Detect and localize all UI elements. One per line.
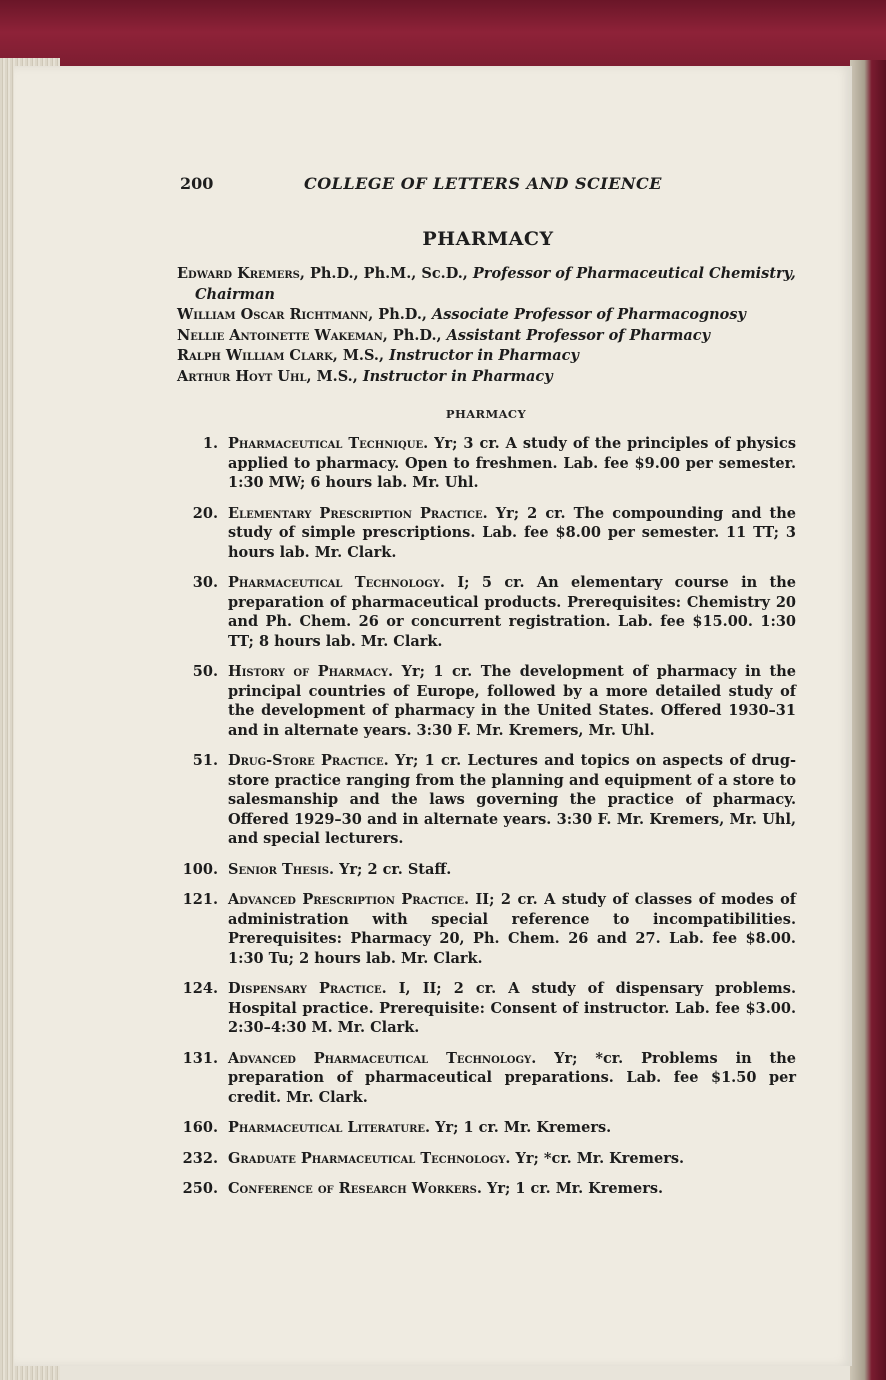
running-head (180, 174, 668, 196)
course-name: Elementary Prescription Practice. (228, 504, 488, 522)
course-entry (172, 1149, 796, 1169)
course-name: History of Pharmacy. (228, 663, 394, 680)
course-description: Yr; *cr. Mr. Kremers. (510, 1149, 685, 1167)
course-entry (172, 751, 796, 849)
course-list (172, 434, 796, 1210)
faculty-list (177, 264, 797, 387)
faculty-title: Instructor in Pharmacy (362, 367, 553, 385)
course-number: 20. (192, 504, 218, 522)
course-description: Yr; 1 cr. Lectures and topics on aspects of drug-store practice ranging from the planning and equipment of a store to salesmanship and the laws governing the practice of pharmacy. Offered 1929–30 and in alternate years. 3:30 F. Mr. Kremers, Mr. Uhl, and special lecturers. (228, 752, 796, 847)
course-name: Dispensary Practice. (228, 980, 387, 997)
course-description: II; 2 cr. A study of classes of modes of administration with special reference to incompatibilities. Prerequisites: Pharmacy 20, Ph. Chem. 26 and 27. Lab. fee $8.00. 1:30 Tu; 2 hours lab. Mr. Clark. (228, 891, 796, 967)
course-name: Advanced Prescription Practice. (228, 891, 470, 908)
course-number: 30. (192, 574, 218, 591)
course-entry (172, 890, 796, 968)
course-name: Pharmaceutical Technology. (228, 574, 445, 591)
faculty-degrees: , Ph.D., (368, 306, 432, 323)
course-name: Senior Thesis. (228, 860, 335, 878)
course-description: I; 5 cr. An elementary course in the preparation of pharmaceutical products. Prerequisites: Chemistry 20 and Ph. Chem. 26 or concurrent registration. Lab. fee $15.00. 1:30 TT; 8 hours lab. Mr. Clark. (228, 574, 797, 650)
course-number: 160. (182, 1119, 218, 1136)
course-entry (172, 979, 796, 1038)
book-cover-edge (850, 60, 886, 1380)
course-number: 121. (182, 891, 218, 908)
course-name: Advanced Pharmaceutical Technology. (228, 1049, 537, 1067)
course-name: Conference of Research Workers. (228, 1180, 482, 1197)
page-number: 200 (180, 174, 214, 193)
section-heading: PHARMACY (445, 407, 527, 421)
faculty-entry (177, 367, 797, 388)
course-name: Drug-Store Practice. (228, 752, 389, 769)
course-name: Pharmaceutical Literature. (228, 1119, 431, 1136)
course-number: 50. (192, 663, 218, 680)
course-entry (172, 504, 796, 563)
faculty-title: Assistant Professor of Pharmacy (446, 326, 711, 344)
course-entry (172, 1118, 796, 1138)
faculty-degrees: , Ph.D., Ph.M., Sc.D., (299, 265, 473, 282)
faculty-name: Edward Kremers (177, 265, 300, 282)
faculty-name: William Oscar Richtmann (177, 306, 369, 323)
course-number: 250. (182, 1180, 218, 1197)
faculty-entry (177, 264, 797, 305)
course-entry (172, 1049, 796, 1108)
faculty-name: Arthur Hoyt Uhl (177, 367, 307, 385)
course-number: 131. (182, 1049, 218, 1067)
course-entry (172, 662, 796, 740)
faculty-name: Ralph William Clark (177, 347, 333, 364)
faculty-entry (177, 305, 797, 326)
course-entry (172, 860, 796, 880)
faculty-degrees: , M.S., (306, 367, 363, 385)
course-number: 1. (202, 435, 218, 452)
course-number: 51. (192, 752, 218, 769)
course-description: Yr; 2 cr. The compounding and the study of simple prescriptions. Lab. fee $8.00 per semester. 11 TT; 3 hours lab. Mr. Clark. (228, 504, 796, 561)
course-number: 232. (182, 1149, 218, 1167)
book-spine-edge (0, 0, 886, 72)
faculty-title: Associate Professor of Pharmacognosy (432, 306, 746, 323)
faculty-degrees: , Ph.D., (382, 326, 447, 344)
faculty-entry (177, 326, 797, 347)
course-description: Yr; 1 cr. Mr. Kremers. (481, 1180, 664, 1197)
page-title: PHARMACY (422, 228, 554, 250)
faculty-name: Nellie Antoinette Wakeman (177, 326, 383, 344)
course-number: 124. (182, 980, 218, 997)
course-number: 100. (182, 860, 218, 878)
course-name: Pharmaceutical Technique. (228, 435, 429, 452)
course-description: I, II; 2 cr. A study of dispensary problems. Hospital practice. Prerequisite: Consent of instructor. Lab. fee $3.00. 2:30–4:30 M. Mr. Clark. (228, 980, 796, 1036)
faculty-title: Professor of Pharmaceutical Chemistry, Chairman (195, 265, 796, 303)
course-entry (172, 1179, 796, 1199)
course-description: Yr; 1 cr. Mr. Kremers. (430, 1119, 612, 1136)
running-title: COLLEGE OF LETTERS AND SCIENCE (304, 174, 662, 193)
course-description: Yr; *cr. Problems in the preparation of pharmaceutical preparations. Lab. fee $1.50 per credit. Mr. Clark. (228, 1049, 796, 1106)
faculty-degrees: , M.S., (332, 347, 390, 364)
course-description: Yr; 1 cr. The development of pharmacy in the principal countries of Europe, followed by a more detailed study of the development of pharmacy in the United States. Offered 1930–31 and in alternate years. 3:30 F. Mr. Kremers, Mr. Uhl. (228, 663, 796, 739)
course-entry (172, 434, 796, 493)
faculty-title: Instructor in Pharmacy (389, 347, 579, 364)
course-name: Graduate Pharmaceutical Technology. (228, 1149, 511, 1167)
faculty-entry (177, 346, 797, 367)
course-description: Yr; 3 cr. A study of the principles of physics applied to pharmacy. Open to freshmen. Lab. fee $9.00 per semester. 1:30 MW; 6 hours lab. Mr. Uhl. (228, 435, 796, 491)
course-description: Yr; 2 cr. Staff. (334, 860, 452, 878)
course-entry (172, 573, 796, 651)
